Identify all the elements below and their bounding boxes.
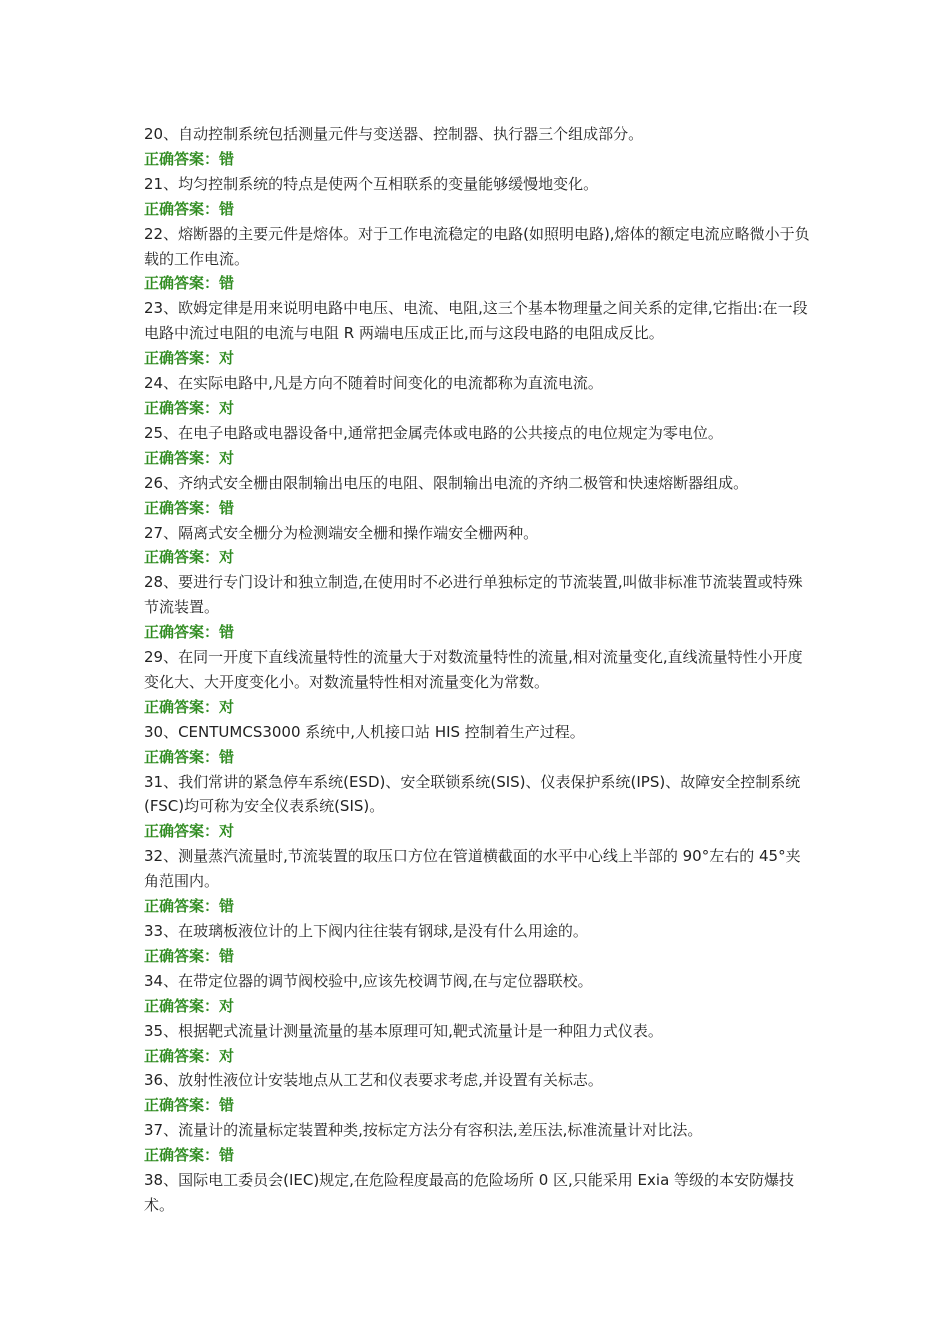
question-text: 31、我们常讲的紧急停车系统(ESD)、安全联锁系统(SIS)、仪表保护系统(IPS)、故障安全控制系统(FSC)均可称为安全仪表系统(SIS)。: [144, 772, 801, 816]
answer-text: 正确答案：对: [144, 697, 235, 716]
question-text: 26、齐纳式安全栅由限制输出电压的电阻、限制输出电流的齐纳二极管和快速熔断器组成。: [144, 473, 749, 492]
answer-text: 正确答案：错: [144, 274, 235, 293]
question-text: 32、测量蒸汽流量时,节流装置的取压口方位在管道横截面的水平中心线上半部的 90°左右的 45°夹角范围内。: [144, 847, 801, 891]
answer-text: 正确答案：对: [144, 996, 235, 1015]
question-text: 30、CENTUMCS3000 系统中,人机接口站 HIS 控制着生产过程。: [144, 722, 585, 741]
answer-text: 正确答案：错: [144, 897, 235, 916]
question-text: 36、放射性液位计安装地点从工艺和仪表要求考虑,并设置有关标志。: [144, 1071, 603, 1090]
answer-text: 正确答案：错: [144, 946, 235, 965]
question-text: 25、在电子电路或电器设备中,通常把金属壳体或电路的公共接点的电位规定为零电位。: [144, 423, 723, 442]
answer-text: 正确答案：错: [144, 623, 235, 642]
answer-text: 正确答案：对: [144, 548, 235, 567]
question-text: 22、熔断器的主要元件是熔体。对于工作电流稳定的电路(如照明电路),熔体的额定电流应略微小于负载的工作电流。: [144, 224, 810, 268]
answer-text: 正确答案：对: [144, 398, 235, 417]
answer-text: 正确答案：对: [144, 349, 235, 368]
question-text: 21、均匀控制系统的特点是使两个互相联系的变量能够缓慢地变化。: [144, 174, 599, 193]
answer-text: 正确答案：错: [144, 199, 235, 218]
question-text: 34、在带定位器的调节阀校验中,应该先校调节阀,在与定位器联校。: [144, 971, 593, 990]
answer-text: 正确答案：错: [144, 149, 235, 168]
answer-text: 正确答案：错: [144, 1146, 235, 1165]
question-text: 27、隔离式安全栅分为检测端安全栅和操作端安全栅两种。: [144, 523, 539, 542]
answer-text: 正确答案：错: [144, 498, 235, 517]
question-text: 33、在玻璃板液位计的上下阀内往往装有钢球,是没有什么用途的。: [144, 922, 588, 940]
question-text: 23、欧姆定律是用来说明电路中电压、电流、电阻,这三个基本物理量之间关系的定律,它指出:在一段电路中流过电阻的电流与电阻 R 两端电压成正比,而与这段电路的电阻成反比。: [144, 299, 808, 343]
answer-text: 正确答案：对: [144, 822, 235, 841]
answer-text: 正确答案：错: [144, 1096, 235, 1115]
question-text: 29、在同一开度下直线流量特性的流量大于对数流量特性的流量,相对流量变化,直线流量特性小开度变化大、大开度变化小。对数流量特性相对流量变化为常数。: [144, 648, 803, 691]
question-text: 20、自动控制系统包括测量元件与变送器、控制器、执行器三个组成部分。: [144, 125, 644, 143]
answer-text: 正确答案：错: [144, 747, 235, 766]
question-text: 24、在实际电路中,凡是方向不随着时间变化的电流都称为直流电流。: [144, 374, 603, 393]
answer-text: 正确答案：对: [144, 448, 235, 467]
question-text: 37、流量计的流量标定装置种类,按标定方法分有容积法,差压法,标准流量计对比法。: [144, 1121, 703, 1140]
document-page: [144, 122, 812, 1218]
answer-text: 正确答案：对: [144, 1046, 235, 1065]
question-text: 35、根据靶式流量计测量流量的基本原理可知,靶式流量计是一种阻力式仪表。: [144, 1021, 663, 1040]
question-text: 28、要进行专门设计和独立制造,在使用时不必进行单独标定的节流装置,叫做非标准节流装置或特殊节流装置。: [144, 573, 803, 617]
question-text: 38、国际电工委员会(IEC)规定,在危险程度最高的危险场所 0 区,只能采用 Exia 等级的本安防爆技术。: [144, 1171, 795, 1214]
